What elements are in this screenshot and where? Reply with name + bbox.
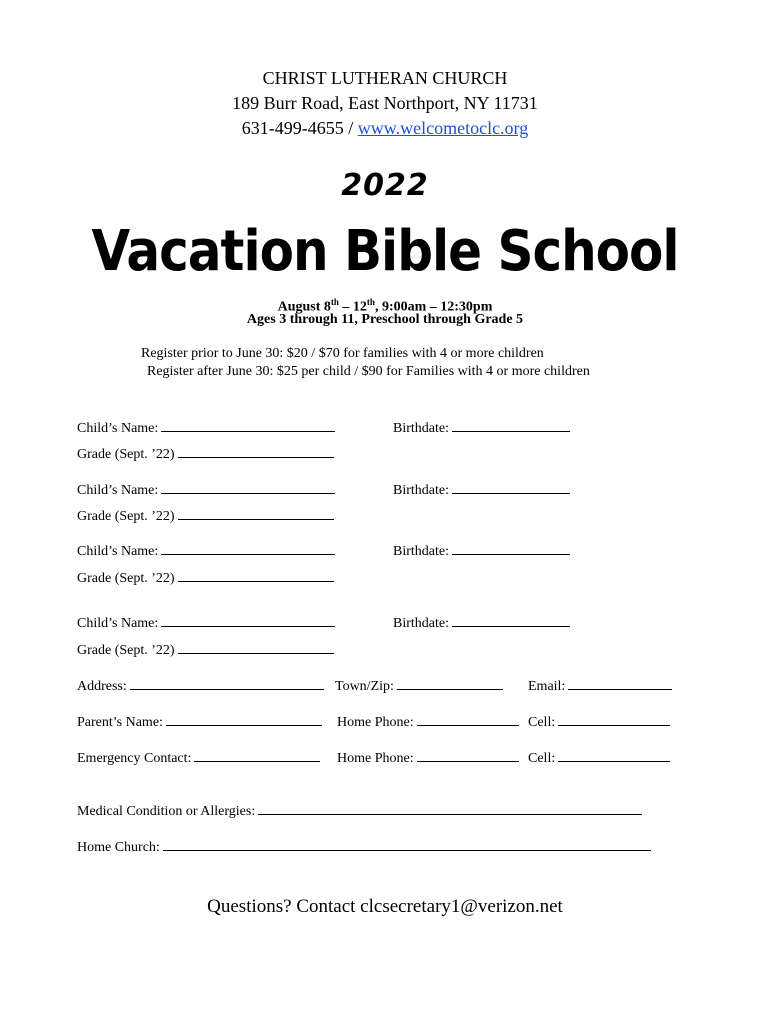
grade-label: Grade (Sept. ’22) <box>77 509 175 524</box>
child-4-birthdate-field <box>393 614 570 632</box>
church-address: 189 Burr Road, East Northport, NY 11731 <box>232 93 538 113</box>
child-1-birthdate-field <box>393 419 570 437</box>
child-3-name-field <box>77 542 335 560</box>
address-input[interactable] <box>130 677 324 690</box>
address-field <box>77 677 324 695</box>
home-phone-label: Home Phone: <box>337 751 414 766</box>
child-1-grade-input[interactable] <box>178 445 334 458</box>
medical-label: Medical Condition or Allergies: <box>77 804 256 819</box>
child-name-label: Child’s Name: <box>77 483 159 498</box>
email-field <box>528 677 672 695</box>
website-link[interactable]: www.welcometoclc.org <box>357 118 529 138</box>
separator: / <box>348 118 354 138</box>
child-name-label: Child’s Name: <box>77 544 159 559</box>
child-2-grade-input[interactable] <box>178 507 334 520</box>
medical-input[interactable] <box>258 802 642 815</box>
emergency-contact-field <box>77 749 320 767</box>
child-4-name-input[interactable] <box>161 614 335 627</box>
emergency-cell-input[interactable] <box>558 749 670 762</box>
parent-cell-input[interactable] <box>558 713 670 726</box>
child-4-birthdate-input[interactable] <box>452 614 570 627</box>
child-4-grade-field <box>77 641 334 659</box>
child-1-name-field <box>77 419 335 437</box>
grade-label: Grade (Sept. ’22) <box>77 571 175 586</box>
parent-name-input[interactable] <box>166 713 322 726</box>
emergency-home-phone-field <box>337 749 519 767</box>
child-2-name-field <box>77 481 335 499</box>
event-year: 2022 <box>341 168 429 203</box>
cell-label: Cell: <box>528 715 556 730</box>
birthdate-label: Birthdate: <box>393 483 449 498</box>
child-3-name-input[interactable] <box>161 542 335 555</box>
parent-home-phone-field <box>337 713 519 731</box>
parent-cell-field <box>528 713 670 731</box>
town-zip-field <box>335 677 503 695</box>
dates-sup-end: th <box>366 297 375 307</box>
home-church-field <box>77 838 651 856</box>
child-name-label: Child’s Name: <box>77 421 159 436</box>
emergency-cell-field <box>528 749 670 767</box>
parent-home-phone-input[interactable] <box>417 713 519 726</box>
pricing-before: Register prior to June 30: $20 / $70 for families with 4 or more children <box>141 346 544 361</box>
child-3-birthdate-field <box>393 542 570 560</box>
child-2-birthdate-input[interactable] <box>452 481 570 494</box>
dates-time: , 9:00am – 12:30pm <box>374 299 493 315</box>
child-1-birthdate-input[interactable] <box>452 419 570 432</box>
birthdate-label: Birthdate: <box>393 544 449 559</box>
email-input[interactable] <box>568 677 672 690</box>
child-4-name-field <box>77 614 335 632</box>
dates-sup-start: th <box>330 297 339 307</box>
event-title: Vacation Bible School <box>91 218 679 284</box>
child-2-name-input[interactable] <box>161 481 335 494</box>
home-church-label: Home Church: <box>77 840 160 855</box>
email-label: Email: <box>528 679 566 694</box>
birthdate-label: Birthdate: <box>393 616 449 631</box>
child-3-grade-field <box>77 569 334 587</box>
church-name: CHRIST LUTHERAN CHURCH <box>262 68 508 88</box>
child-3-birthdate-input[interactable] <box>452 542 570 555</box>
cell-label: Cell: <box>528 751 556 766</box>
grade-label: Grade (Sept. ’22) <box>77 643 175 658</box>
parent-name-label: Parent’s Name: <box>77 715 163 730</box>
address-label: Address: <box>77 679 127 694</box>
questions-contact: Questions? Contact clcsecretary1@verizon.net <box>207 896 563 917</box>
grade-label: Grade (Sept. ’22) <box>77 447 175 462</box>
emergency-contact-input[interactable] <box>194 749 320 762</box>
medical-field <box>77 802 642 820</box>
event-ages: Ages 3 through 11, Preschool through Grade 5 <box>246 312 524 327</box>
child-3-grade-input[interactable] <box>178 569 334 582</box>
town-zip-label: Town/Zip: <box>335 679 394 694</box>
emergency-home-phone-input[interactable] <box>417 749 519 762</box>
dates-start: August 8 <box>277 299 331 315</box>
child-1-grade-field <box>77 445 334 463</box>
birthdate-label: Birthdate: <box>393 421 449 436</box>
dates-end: – 12 <box>338 299 367 315</box>
parent-name-field <box>77 713 322 731</box>
home-phone-label: Home Phone: <box>337 715 414 730</box>
contact-line <box>0 116 770 140</box>
child-2-birthdate-field <box>393 481 570 499</box>
child-1-name-input[interactable] <box>161 419 335 432</box>
child-4-grade-input[interactable] <box>178 641 334 654</box>
home-church-input[interactable] <box>163 838 651 851</box>
church-phone: 631-499-4655 <box>241 118 344 138</box>
pricing-after: Register after June 30: $25 per child / $90 for Families with 4 or more children <box>147 364 590 379</box>
child-2-grade-field <box>77 507 334 525</box>
town-zip-input[interactable] <box>397 677 503 690</box>
emergency-contact-label: Emergency Contact: <box>77 751 192 766</box>
child-name-label: Child’s Name: <box>77 616 159 631</box>
